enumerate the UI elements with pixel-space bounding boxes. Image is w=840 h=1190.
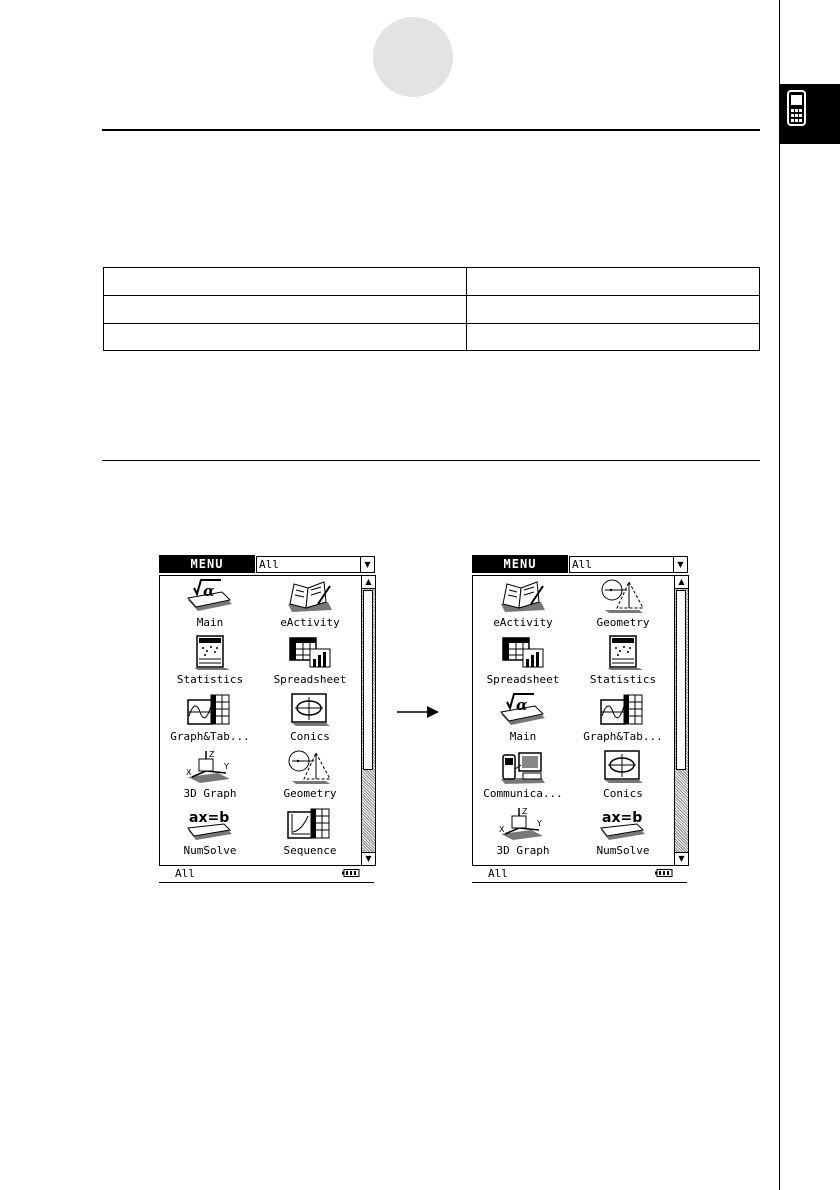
- geometry-icon: [597, 578, 647, 614]
- margin-rule: [779, 0, 780, 1190]
- status-bar: [472, 866, 687, 883]
- svg-text:α: α: [516, 696, 528, 714]
- dropdown-value: All: [572, 558, 592, 571]
- graph-table-icon: [597, 692, 647, 728]
- section-rule-bottom: [102, 460, 760, 461]
- 3d-graph-icon: [184, 749, 234, 785]
- svg-text:Z: Z: [522, 807, 528, 816]
- app-tile[interactable]: [573, 576, 673, 633]
- app-label: NumSolve: [596, 844, 650, 857]
- conics-icon: [597, 749, 647, 785]
- app-tile[interactable]: [573, 690, 673, 747]
- app-tile[interactable]: [260, 804, 360, 861]
- menu-button[interactable]: MENU: [472, 555, 568, 573]
- status-label: All: [175, 867, 195, 880]
- eactivity-book-icon: [497, 578, 547, 614]
- conics-icon: [284, 692, 334, 728]
- app-label: eActivity: [280, 616, 340, 629]
- status-bar: [159, 866, 374, 883]
- app-label: Graph&Tab...: [170, 730, 250, 743]
- app-label: Sequence: [283, 844, 337, 857]
- svg-text:ax=b: ax=b: [602, 810, 643, 826]
- dropdown-value: All: [259, 558, 279, 571]
- category-dropdown[interactable]: [569, 556, 688, 573]
- app-tile[interactable]: [473, 747, 573, 804]
- svg-text:X: X: [186, 768, 192, 777]
- calculator-device-icon: [780, 84, 840, 144]
- 3d-graph-icon: [497, 806, 547, 842]
- app-label: Graph&Tab...: [583, 730, 663, 743]
- app-tile[interactable]: [473, 576, 573, 633]
- app-tile[interactable]: [473, 633, 573, 690]
- spreadsheet-icon: [497, 635, 547, 671]
- scrollbar[interactable]: [361, 576, 375, 865]
- scrollbar[interactable]: [674, 576, 688, 865]
- app-label: 3D Graph: [183, 787, 237, 800]
- app-label: Main: [196, 616, 224, 629]
- app-label: Statistics: [176, 673, 244, 686]
- battery-icon: [342, 869, 360, 877]
- category-dropdown[interactable]: [256, 556, 375, 573]
- svg-text:X: X: [499, 825, 505, 834]
- app-label: 3D Graph: [496, 844, 550, 857]
- scroll-thumb[interactable]: [676, 590, 686, 770]
- app-grid-panel: [472, 575, 689, 866]
- app-tile[interactable]: [160, 690, 260, 747]
- app-grid: [160, 576, 360, 861]
- app-label: Geometry: [283, 787, 337, 800]
- main-alpha-icon: [497, 692, 547, 728]
- app-label: Geometry: [596, 616, 650, 629]
- info-table: [103, 267, 760, 351]
- svg-text:Z: Z: [209, 750, 215, 759]
- chevron-down-icon[interactable]: ▼: [673, 557, 687, 572]
- scroll-up-icon[interactable]: ▲: [675, 576, 688, 589]
- app-tile[interactable]: [573, 633, 673, 690]
- main-alpha-icon: [184, 578, 234, 614]
- sequence-icon: [284, 806, 334, 842]
- numsolve-icon: [184, 806, 234, 842]
- svg-text:Y: Y: [224, 762, 229, 771]
- scroll-thumb[interactable]: [363, 590, 373, 770]
- scroll-down-icon[interactable]: ▼: [362, 852, 375, 865]
- statistics-icon: [597, 635, 647, 671]
- app-label: Conics: [290, 730, 330, 743]
- app-label: Spreadsheet: [486, 673, 560, 686]
- menu-button[interactable]: MENU: [159, 555, 255, 573]
- eactivity-book-icon: [284, 578, 334, 614]
- app-tile[interactable]: [573, 747, 673, 804]
- arrow-right-icon: [397, 703, 441, 721]
- page-marker-circle: [373, 17, 453, 97]
- graph-table-icon: [184, 692, 234, 728]
- svg-text:Y: Y: [537, 819, 542, 828]
- numsolve-icon: [597, 806, 647, 842]
- app-label: Communica...: [483, 787, 563, 800]
- app-label: Statistics: [589, 673, 657, 686]
- app-tile[interactable]: [160, 633, 260, 690]
- spreadsheet-icon: [284, 635, 334, 671]
- menu-screen-before: [159, 555, 376, 883]
- communication-icon: [497, 749, 547, 785]
- app-label: Main: [509, 730, 537, 743]
- svg-text:α: α: [203, 582, 215, 600]
- app-tile[interactable]: [260, 576, 360, 633]
- chevron-down-icon[interactable]: ▼: [360, 557, 374, 572]
- battery-icon: [655, 869, 673, 877]
- svg-text:ax=b: ax=b: [189, 810, 230, 826]
- app-label: Conics: [603, 787, 643, 800]
- section-rule-top: [102, 129, 760, 131]
- geometry-icon: [284, 749, 334, 785]
- app-tile[interactable]: [260, 747, 360, 804]
- statistics-icon: [184, 635, 234, 671]
- app-label: eActivity: [493, 616, 553, 629]
- app-tile[interactable]: [473, 804, 573, 861]
- app-tile[interactable]: [573, 804, 673, 861]
- app-grid: [473, 576, 673, 861]
- app-grid-panel: [159, 575, 376, 866]
- app-tile[interactable]: [160, 747, 260, 804]
- status-label: All: [488, 867, 508, 880]
- app-tile[interactable]: [260, 633, 360, 690]
- chapter-tab: [780, 84, 840, 144]
- scroll-up-icon[interactable]: ▲: [362, 576, 375, 589]
- app-label: Spreadsheet: [273, 673, 347, 686]
- scroll-down-icon[interactable]: ▼: [675, 852, 688, 865]
- app-tile[interactable]: [260, 690, 360, 747]
- app-tile[interactable]: [160, 576, 260, 633]
- menu-screen-after: [472, 555, 689, 883]
- app-label: NumSolve: [183, 844, 237, 857]
- app-tile[interactable]: [473, 690, 573, 747]
- app-tile[interactable]: [160, 804, 260, 861]
